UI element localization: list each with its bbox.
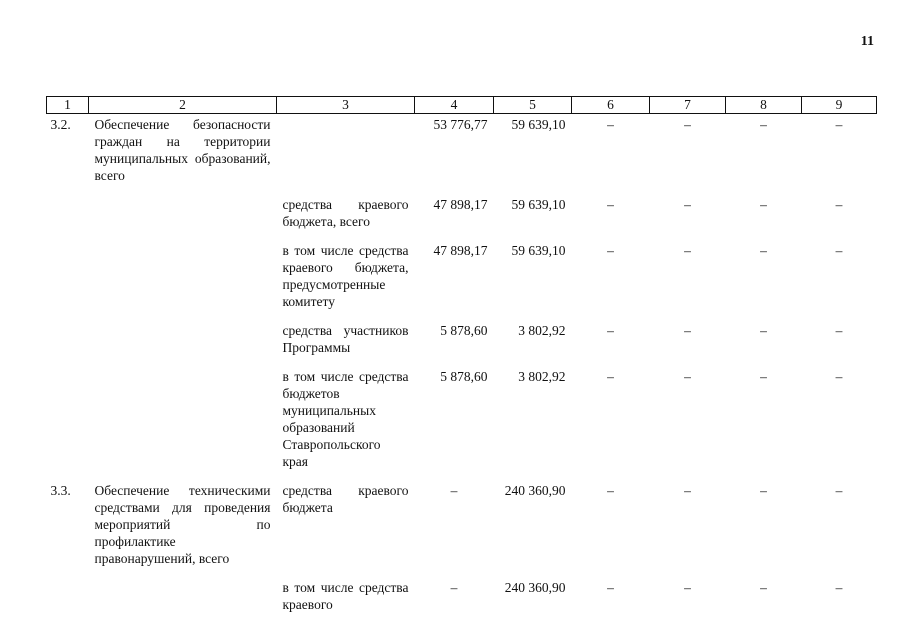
measure-name bbox=[89, 194, 277, 230]
table-row bbox=[47, 114, 877, 185]
value-col-5: 3 802,92 bbox=[518, 369, 566, 384]
column-number-header-row bbox=[47, 97, 877, 114]
funding-source: средства краевого бюджета, всего bbox=[282, 197, 409, 229]
column-header: 9 bbox=[802, 97, 877, 114]
value-col-6: – bbox=[607, 369, 614, 384]
value-col-5: 59 639,10 bbox=[511, 197, 566, 212]
table-row bbox=[47, 194, 877, 230]
funding-source: в том числе средства краевого бюджета, предусмотренные комитету bbox=[282, 243, 409, 309]
funding-source: в том числе средства краевого bbox=[282, 580, 409, 612]
value-col-5: 59 639,10 bbox=[511, 117, 566, 132]
column-header: 4 bbox=[415, 97, 494, 114]
budget-table-container bbox=[46, 96, 876, 613]
value-col-7: – bbox=[684, 483, 691, 498]
row-number: 3.3. bbox=[50, 483, 71, 498]
table-row bbox=[47, 577, 877, 613]
page-number: 11 bbox=[860, 34, 874, 49]
funding-source bbox=[277, 114, 415, 185]
value-col-7: – bbox=[684, 323, 691, 338]
value-col-8: – bbox=[760, 483, 767, 498]
table-row bbox=[47, 366, 877, 470]
budget-table bbox=[46, 96, 877, 613]
value-col-4: 5 878,60 bbox=[440, 323, 488, 338]
value-col-5: 240 360,90 bbox=[504, 483, 566, 498]
row-number bbox=[47, 240, 89, 310]
value-col-5: 3 802,92 bbox=[518, 323, 566, 338]
funding-source: средства участников Программы bbox=[282, 323, 409, 355]
value-col-6: – bbox=[607, 243, 614, 258]
column-header: 3 bbox=[277, 97, 415, 114]
value-col-4: – bbox=[450, 483, 458, 498]
column-header: 2 bbox=[89, 97, 277, 114]
funding-source: средства краевого бюджета bbox=[282, 483, 409, 515]
measure-name bbox=[89, 320, 277, 356]
value-col-8: – bbox=[760, 117, 767, 132]
value-col-8: – bbox=[760, 369, 767, 384]
value-col-4: 47 898,17 bbox=[433, 243, 488, 258]
measure-name bbox=[89, 240, 277, 310]
value-col-8: – bbox=[760, 197, 767, 212]
value-col-4: 5 878,60 bbox=[440, 369, 488, 384]
value-col-9: – bbox=[835, 483, 843, 498]
column-header: 8 bbox=[726, 97, 802, 114]
table-row bbox=[47, 480, 877, 567]
value-col-9: – bbox=[835, 580, 843, 595]
value-col-7: – bbox=[684, 369, 691, 384]
value-col-9: – bbox=[835, 197, 843, 212]
value-col-9: – bbox=[835, 323, 843, 338]
column-header: 7 bbox=[650, 97, 726, 114]
measure-name bbox=[89, 577, 277, 613]
row-number bbox=[47, 194, 89, 230]
value-col-6: – bbox=[607, 483, 614, 498]
value-col-6: – bbox=[607, 580, 614, 595]
row-number bbox=[47, 320, 89, 356]
row-number bbox=[47, 577, 89, 613]
measure-name bbox=[89, 366, 277, 470]
value-col-9: – bbox=[835, 369, 843, 384]
value-col-9: – bbox=[835, 117, 843, 132]
value-col-6: – bbox=[607, 323, 614, 338]
value-col-9: – bbox=[835, 243, 843, 258]
column-header: 5 bbox=[494, 97, 572, 114]
column-header: 6 bbox=[572, 97, 650, 114]
column-header: 1 bbox=[47, 97, 89, 114]
value-col-8: – bbox=[760, 580, 767, 595]
value-col-7: – bbox=[684, 243, 691, 258]
value-col-4: – bbox=[450, 580, 458, 595]
row-number: 3.2. bbox=[50, 117, 71, 132]
measure-name: Обеспечение безопасности граждан на территории муниципальных образований, всего bbox=[94, 117, 271, 183]
value-col-7: – bbox=[684, 117, 691, 132]
value-col-5: 240 360,90 bbox=[504, 580, 566, 595]
measure-name: Обеспечение техническими средствами для проведения мероприятий по профилактике правонарушений, всего bbox=[94, 483, 271, 566]
value-col-8: – bbox=[760, 243, 767, 258]
value-col-8: – bbox=[760, 323, 767, 338]
value-col-6: – bbox=[607, 197, 614, 212]
value-col-7: – bbox=[684, 197, 691, 212]
value-col-4: 53 776,77 bbox=[433, 117, 488, 132]
value-col-6: – bbox=[607, 117, 614, 132]
row-number bbox=[47, 366, 89, 470]
table-row bbox=[47, 240, 877, 310]
table-row bbox=[47, 320, 877, 356]
funding-source: в том числе средства бюджетов муниципальных образований Ставропольского края bbox=[282, 369, 409, 469]
value-col-5: 59 639,10 bbox=[511, 243, 566, 258]
value-col-4: 47 898,17 bbox=[433, 197, 488, 212]
value-col-7: – bbox=[684, 580, 691, 595]
